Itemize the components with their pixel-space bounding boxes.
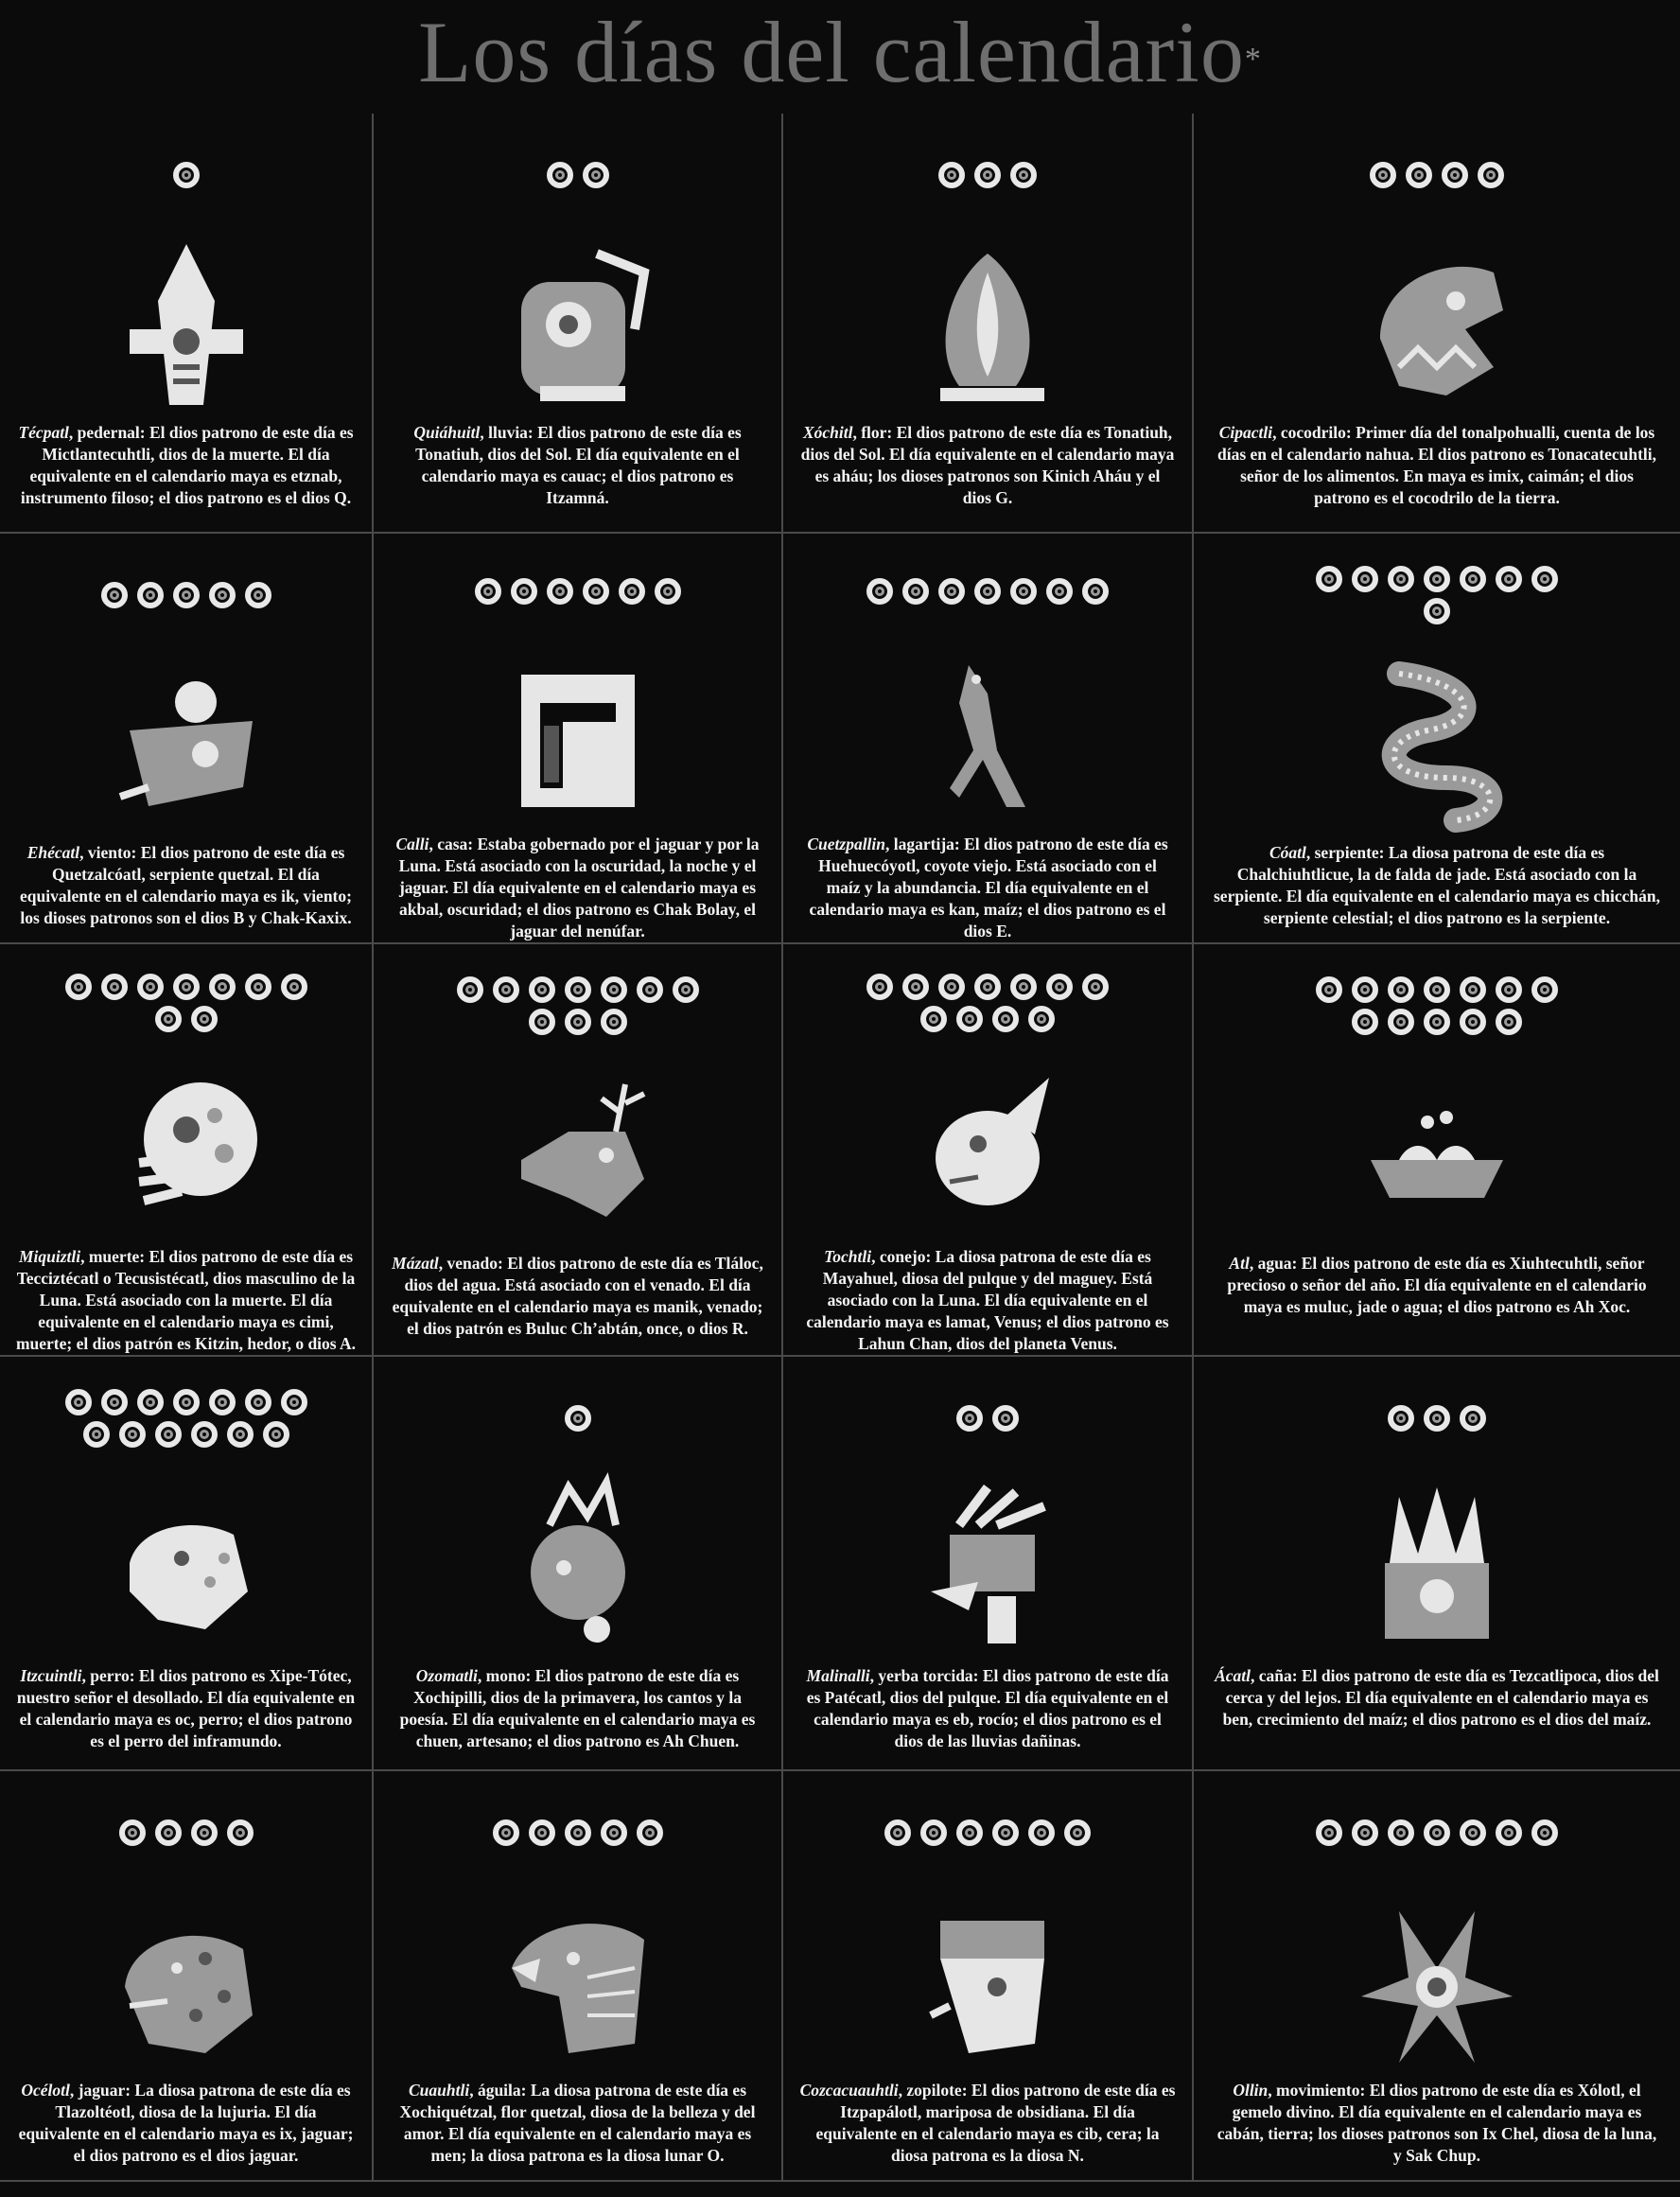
day-cell bbox=[0, 1771, 374, 2182]
day-description bbox=[799, 2080, 1175, 2167]
day-name: Ollin bbox=[1233, 2081, 1269, 2100]
flower-icon bbox=[893, 225, 1082, 414]
numeral-dot bbox=[583, 578, 609, 605]
numeral-dot bbox=[245, 974, 271, 1000]
day-text: , agua: El dios patrono de este día es Xiuhtecuhtli, señor precioso o señor del año. El día equivalente en el calendario maya es muluc, jade o agua; el dios patrono es Ah Xoc. bbox=[1227, 1254, 1647, 1316]
numeral-dot bbox=[263, 1421, 289, 1448]
numeral-dot bbox=[1406, 162, 1432, 188]
day-number-dots bbox=[63, 959, 309, 1046]
day-description bbox=[390, 1253, 765, 1340]
numeral-dot bbox=[601, 1009, 627, 1035]
numeral-dot bbox=[1028, 1819, 1055, 1846]
numeral-dot bbox=[493, 976, 519, 1003]
numeral-dot bbox=[65, 1389, 92, 1415]
day-cell bbox=[374, 534, 783, 944]
day-description bbox=[799, 834, 1175, 942]
day-description bbox=[799, 422, 1175, 509]
day-text: , muerte: El dios patrono de este día es Tecciztécatl o Tecusistécatl, dios masculino de la Luna. Está asociado con la muerte. El día equivalente en el calendario maya es cimi, muerte; el dios patrón es Kitzin, hedor, o dios A. bbox=[15, 1247, 357, 1353]
numeral-dot bbox=[227, 1819, 254, 1846]
numeral-dot bbox=[1010, 162, 1037, 188]
title-asterisk: * bbox=[1244, 42, 1262, 77]
skull-icon bbox=[92, 1049, 281, 1239]
day-name: Tochtli bbox=[824, 1247, 872, 1266]
twisted-grass-icon bbox=[893, 1468, 1082, 1658]
day-cell bbox=[783, 1357, 1194, 1771]
day-number-dots bbox=[63, 1372, 309, 1465]
day-number-dots bbox=[455, 129, 701, 221]
numeral-dot bbox=[938, 162, 965, 188]
day-cell bbox=[1194, 1771, 1680, 2182]
numeral-dot bbox=[902, 578, 929, 605]
numeral-dot bbox=[1478, 162, 1504, 188]
day-description bbox=[15, 1665, 358, 1752]
numeral-dot bbox=[1460, 1405, 1486, 1432]
numeral-dot bbox=[529, 1819, 555, 1846]
numeral-dot bbox=[173, 974, 200, 1000]
day-name: Quiáhuitl bbox=[413, 423, 481, 442]
numeral-dot bbox=[1046, 578, 1073, 605]
numeral-dot bbox=[155, 1819, 182, 1846]
day-name: Calli bbox=[395, 835, 429, 853]
numeral-dot bbox=[1424, 598, 1450, 624]
numeral-dot bbox=[119, 1819, 146, 1846]
day-name: Malinalli bbox=[806, 1666, 870, 1685]
day-number-dots bbox=[865, 129, 1111, 221]
numeral-dot bbox=[227, 1421, 254, 1448]
day-name: Mázatl bbox=[392, 1254, 439, 1273]
numeral-dot bbox=[1424, 566, 1450, 592]
numeral-dot bbox=[1064, 1819, 1091, 1846]
numeral-dot bbox=[1010, 974, 1037, 1000]
page-title bbox=[0, 0, 1680, 112]
day-cell bbox=[374, 944, 783, 1357]
water-icon bbox=[1342, 1056, 1531, 1245]
numeral-dot bbox=[1316, 1819, 1342, 1846]
day-text: , venado: El dios patrono de este día es Tláloc, dios del agua. Está asociado con el venado. El día equivalente en el calendario maya es manik, venado; el dios patrón es Buluc Ch’abtán, once, o dios R. bbox=[392, 1254, 763, 1338]
day-text: , perro: El dios patrono es Xipe-Tótec, nuestro señor el desollado. El día equivalente en el calendario maya es oc, perro; el dios patrono es el perro del inframundo. bbox=[16, 1666, 356, 1750]
numeral-dot bbox=[209, 974, 236, 1000]
numeral-dot bbox=[209, 1389, 236, 1415]
numeral-dot bbox=[1352, 566, 1378, 592]
numeral-dot bbox=[191, 1819, 218, 1846]
day-number-dots bbox=[865, 1786, 1111, 1879]
numeral-dot bbox=[1388, 1009, 1414, 1035]
numeral-dot bbox=[1531, 566, 1558, 592]
flint-knife-icon bbox=[92, 225, 281, 414]
numeral-dot bbox=[920, 1819, 947, 1846]
day-name: Cipactli bbox=[1218, 423, 1273, 442]
numeral-dot bbox=[547, 162, 573, 188]
day-number-dots bbox=[1314, 1786, 1560, 1879]
numeral-dot bbox=[565, 976, 591, 1003]
numeral-dot bbox=[565, 1009, 591, 1035]
numeral-dot bbox=[866, 578, 893, 605]
numeral-dot bbox=[281, 974, 307, 1000]
day-text: , movimiento: El dios patrono de este día es Xólotl, el gemelo divino. El día equivalente en el calendario maya es cabán, tierra; los dioses patronos son Ix Chel, diosa de la luna, y Sak Chup. bbox=[1216, 2081, 1657, 2165]
numeral-dot bbox=[1442, 162, 1468, 188]
numeral-dot bbox=[119, 1421, 146, 1448]
numeral-dot bbox=[1370, 162, 1396, 188]
numeral-dot bbox=[1496, 1819, 1522, 1846]
day-name: Ehécatl bbox=[26, 843, 80, 862]
numeral-dot bbox=[191, 1421, 218, 1448]
numeral-dot bbox=[956, 1006, 983, 1032]
day-name: Técpatl bbox=[18, 423, 69, 442]
day-description bbox=[15, 422, 358, 509]
page-title-text: Los días del calendario bbox=[418, 4, 1245, 100]
numeral-dot bbox=[1028, 1006, 1055, 1032]
numeral-dot bbox=[866, 974, 893, 1000]
reed-icon bbox=[1342, 1468, 1531, 1658]
numeral-dot bbox=[619, 578, 645, 605]
numeral-dot bbox=[1460, 1819, 1486, 1846]
numeral-dot bbox=[1388, 1405, 1414, 1432]
numeral-dot bbox=[1082, 974, 1109, 1000]
rabbit-icon bbox=[893, 1049, 1082, 1239]
day-description bbox=[15, 842, 358, 929]
numeral-dot bbox=[475, 578, 501, 605]
numeral-dot bbox=[583, 162, 609, 188]
jaguar-icon bbox=[92, 1883, 281, 2072]
numeral-dot bbox=[956, 1405, 983, 1432]
numeral-dot bbox=[565, 1405, 591, 1432]
day-cell bbox=[783, 534, 1194, 944]
numeral-dot bbox=[529, 976, 555, 1003]
numeral-dot bbox=[601, 976, 627, 1003]
day-number-dots bbox=[865, 959, 1111, 1046]
eagle-icon bbox=[483, 1883, 673, 2072]
numeral-dot bbox=[992, 1405, 1019, 1432]
numeral-dot bbox=[173, 1389, 200, 1415]
numeral-dot bbox=[956, 1819, 983, 1846]
movement-icon bbox=[1342, 1883, 1531, 2072]
numeral-dot bbox=[655, 578, 681, 605]
day-cell bbox=[783, 944, 1194, 1357]
numeral-dot bbox=[457, 976, 483, 1003]
day-text: , casa: Estaba gobernado por el jaguar y por la Luna. Está asociado con la oscuridad, la noche y el jaguar. El día equivalente en el calendario maya es akbal, oscuridad; el dios patrono es Chak Bolay, el jaguar del nenúfar. bbox=[398, 835, 760, 940]
numeral-dot bbox=[1460, 566, 1486, 592]
numeral-dot bbox=[938, 974, 965, 1000]
numeral-dot bbox=[565, 1819, 591, 1846]
numeral-dot bbox=[1352, 976, 1378, 1003]
numeral-dot bbox=[673, 976, 699, 1003]
day-description bbox=[1214, 842, 1661, 929]
day-number-dots bbox=[63, 129, 309, 221]
day-text: , pedernal: El dios patrono de este día es Mictlantecuhtli, dios de la muerte. El día equivalente en el calendario maya es etznab, instrumento filoso; el dios patrono es el dios Q. bbox=[20, 423, 354, 507]
day-text: , zopilote: El dios patrono de este día es Itzpapálotl, mariposa de obsidiana. El día equivalente en el calendario maya es cib, cera; la diosa patrona es la diosa N. bbox=[815, 2081, 1176, 2165]
day-text: , mono: El dios patrono de este día es Xochipilli, dios de la primavera, los cantos y la poesía. El día equivalente en el calendario maya es chuen, artesano; el dios patrono es Ah Chuen. bbox=[399, 1666, 756, 1750]
day-cell bbox=[374, 1771, 783, 2182]
day-text: , yerba torcida: El dios patrono de este día es Patécatl, dios del pulque. El día equivalente en el calendario maya es eb, rocío; el dios patrono es el dios de las lluvias dañinas. bbox=[806, 1666, 1169, 1750]
numeral-dot bbox=[101, 1389, 128, 1415]
numeral-dot bbox=[547, 578, 573, 605]
calendar-days-grid bbox=[0, 114, 1680, 2182]
day-number-dots bbox=[1314, 959, 1560, 1052]
day-name: Xóchitl bbox=[802, 423, 853, 442]
numeral-dot bbox=[173, 162, 200, 188]
day-cell bbox=[0, 944, 374, 1357]
day-description bbox=[15, 1246, 358, 1355]
day-text: , águila: La diosa patrona de este día es Xochiquétzal, flor quetzal, diosa de la belleza y del amor. El día equivalente en el calendario maya es men; la diosa patrona es la diosa lunar O. bbox=[399, 2081, 756, 2165]
numeral-dot bbox=[245, 1389, 271, 1415]
numeral-dot bbox=[920, 1006, 947, 1032]
wind-god-icon bbox=[92, 645, 281, 835]
numeral-dot bbox=[137, 974, 164, 1000]
numeral-dot bbox=[637, 1819, 663, 1846]
numeral-dot bbox=[902, 974, 929, 1000]
day-number-dots bbox=[1314, 129, 1560, 221]
numeral-dot bbox=[1496, 1009, 1522, 1035]
day-description bbox=[799, 1665, 1175, 1752]
numeral-dot bbox=[209, 582, 236, 608]
day-name: Cozcacuauhtli bbox=[799, 2081, 899, 2100]
day-number-dots bbox=[455, 1786, 701, 1879]
day-description bbox=[15, 2080, 358, 2167]
numeral-dot bbox=[992, 1006, 1019, 1032]
day-cell bbox=[0, 1357, 374, 1771]
numeral-dot bbox=[83, 1421, 110, 1448]
numeral-dot bbox=[1046, 974, 1073, 1000]
numeral-dot bbox=[529, 1009, 555, 1035]
day-text: , lluvia: El dios patrono de este día es Tonatiuh, dios del Sol. El día equivalente en el calendario maya es cauac; el dios patrono es Itzamná. bbox=[415, 423, 742, 507]
day-text: , lagartija: El dios patrono de este día es Huehuecóyotl, coyote viejo. Está asociado con el maíz y la abundancia. El día equivalente en el calendario maya es kan, maíz; el dios patrono es el dios E. bbox=[809, 835, 1168, 940]
day-number-dots bbox=[1314, 549, 1560, 642]
serpent-icon bbox=[1342, 645, 1531, 835]
day-cell bbox=[0, 534, 374, 944]
numeral-dot bbox=[884, 1819, 911, 1846]
numeral-dot bbox=[1316, 976, 1342, 1003]
day-cell bbox=[0, 114, 374, 534]
day-description bbox=[390, 2080, 765, 2167]
numeral-dot bbox=[974, 162, 1001, 188]
numeral-dot bbox=[1352, 1009, 1378, 1035]
day-description bbox=[390, 422, 765, 509]
numeral-dot bbox=[245, 582, 271, 608]
numeral-dot bbox=[137, 582, 164, 608]
numeral-dot bbox=[974, 974, 1001, 1000]
day-number-dots bbox=[455, 959, 701, 1052]
numeral-dot bbox=[1531, 1819, 1558, 1846]
numeral-dot bbox=[1388, 976, 1414, 1003]
day-cell bbox=[783, 1771, 1194, 2182]
numeral-dot bbox=[191, 1006, 218, 1032]
numeral-dot bbox=[101, 582, 128, 608]
vulture-icon bbox=[893, 1883, 1082, 2072]
day-text: , jaguar: La diosa patrona de este día es Tlazoltéotl, diosa de la lujuria. El día equivalente en el calendario maya es ix, jaguar; el dios patrono es el dios jaguar. bbox=[18, 2081, 354, 2165]
day-cell bbox=[374, 1357, 783, 1771]
day-text: , caña: El dios patrono de este día es Tezcatlipoca, dios del cerca y del lejos. El día equivalente en el calendario maya es ben, crecimiento del maíz; el dios patrono es el dios del maíz. bbox=[1222, 1666, 1659, 1729]
monkey-icon bbox=[483, 1468, 673, 1658]
day-name: Océlotl bbox=[21, 2081, 70, 2100]
numeral-dot bbox=[1496, 566, 1522, 592]
day-number-dots bbox=[1314, 1372, 1560, 1465]
day-name: Itzcuintli bbox=[20, 1666, 82, 1685]
house-icon bbox=[483, 637, 673, 826]
dog-icon bbox=[92, 1468, 281, 1658]
numeral-dot bbox=[493, 1819, 519, 1846]
day-description bbox=[1214, 422, 1661, 509]
numeral-dot bbox=[938, 578, 965, 605]
day-name: Ácatl bbox=[1215, 1666, 1251, 1685]
day-name: Cuauhtli bbox=[408, 2081, 470, 2100]
day-description bbox=[390, 834, 765, 942]
day-name: Atl bbox=[1229, 1254, 1250, 1273]
numeral-dot bbox=[1352, 1819, 1378, 1846]
numeral-dot bbox=[1424, 1405, 1450, 1432]
numeral-dot bbox=[511, 578, 537, 605]
numeral-dot bbox=[992, 1819, 1019, 1846]
day-cell bbox=[1194, 114, 1680, 534]
numeral-dot bbox=[173, 582, 200, 608]
numeral-dot bbox=[1460, 1009, 1486, 1035]
day-name: Miquiztli bbox=[18, 1247, 81, 1266]
day-text: , serpiente: La diosa patrona de este día es Chalchiuhtlicue, la de falda de jade. Está asociado con la serpiente. El día equivalente en el calendario maya es chicchán, serpiente celestial; el dios patrono es la serpiente. bbox=[1214, 843, 1660, 927]
day-description bbox=[799, 1246, 1175, 1355]
day-cell bbox=[1194, 944, 1680, 1357]
numeral-dot bbox=[1424, 976, 1450, 1003]
numeral-dot bbox=[101, 974, 128, 1000]
numeral-dot bbox=[137, 1389, 164, 1415]
numeral-dot bbox=[65, 974, 92, 1000]
day-text: , flor: El dios patrono de este día es Tonatiuh, dios del Sol. El día equivalente en el calendario maya es aháu; los dioses patronos son Kinich Aháu y el dios G. bbox=[800, 423, 1175, 507]
day-cell bbox=[1194, 534, 1680, 944]
rain-god-icon bbox=[483, 225, 673, 414]
lizard-icon bbox=[893, 637, 1082, 826]
numeral-dot bbox=[1531, 976, 1558, 1003]
numeral-dot bbox=[1424, 1009, 1450, 1035]
day-text: , conejo: La diosa patrona de este día es Mayahuel, diosa del pulque y del maguey. Está asociado con la Luna. El día equivalente en el calendario maya es lamat, Venus; el dios patrono es Lahun Chan, dios del planeta Venus. bbox=[806, 1247, 1169, 1353]
day-description bbox=[390, 1665, 765, 1752]
numeral-dot bbox=[1388, 566, 1414, 592]
numeral-dot bbox=[155, 1006, 182, 1032]
day-name: Ozomatli bbox=[415, 1666, 478, 1685]
numeral-dot bbox=[1010, 578, 1037, 605]
day-number-dots bbox=[63, 549, 309, 642]
numeral-dot bbox=[1424, 1819, 1450, 1846]
crocodile-icon bbox=[1342, 225, 1531, 414]
day-text: , cocodrilo: Primer día del tonalpohualli, cuenta de los días en el calendario nahua. El dios patrono es Tonacatecuhtli, señor de los alimentos. En maya es imix, caimán; el dios patrono es el cocodrilo de la tierra. bbox=[1217, 423, 1656, 507]
day-description bbox=[1214, 1253, 1661, 1318]
day-number-dots bbox=[865, 1372, 1111, 1465]
numeral-dot bbox=[637, 976, 663, 1003]
numeral-dot bbox=[1388, 1819, 1414, 1846]
numeral-dot bbox=[1460, 976, 1486, 1003]
deer-icon bbox=[483, 1056, 673, 1245]
numeral-dot bbox=[1316, 566, 1342, 592]
day-number-dots bbox=[865, 549, 1111, 633]
day-cell bbox=[1194, 1357, 1680, 1771]
numeral-dot bbox=[155, 1421, 182, 1448]
day-cell bbox=[783, 114, 1194, 534]
numeral-dot bbox=[1082, 578, 1109, 605]
day-description bbox=[1214, 1665, 1661, 1731]
day-description bbox=[1214, 2080, 1661, 2167]
day-number-dots bbox=[455, 549, 701, 633]
day-name: Cuetzpallin bbox=[807, 835, 886, 853]
day-cell bbox=[374, 114, 783, 534]
day-name: Cóatl bbox=[1269, 843, 1306, 862]
numeral-dot bbox=[1496, 976, 1522, 1003]
numeral-dot bbox=[601, 1819, 627, 1846]
day-number-dots bbox=[63, 1786, 309, 1879]
numeral-dot bbox=[281, 1389, 307, 1415]
numeral-dot bbox=[974, 578, 1001, 605]
day-text: , viento: El dios patrono de este día es Quetzalcóatl, serpiente quetzal. El día equivalente en el calendario maya es ik, viento; los dioses patronos son el dios B y Chak-Kaxix. bbox=[20, 843, 352, 927]
day-number-dots bbox=[455, 1372, 701, 1465]
